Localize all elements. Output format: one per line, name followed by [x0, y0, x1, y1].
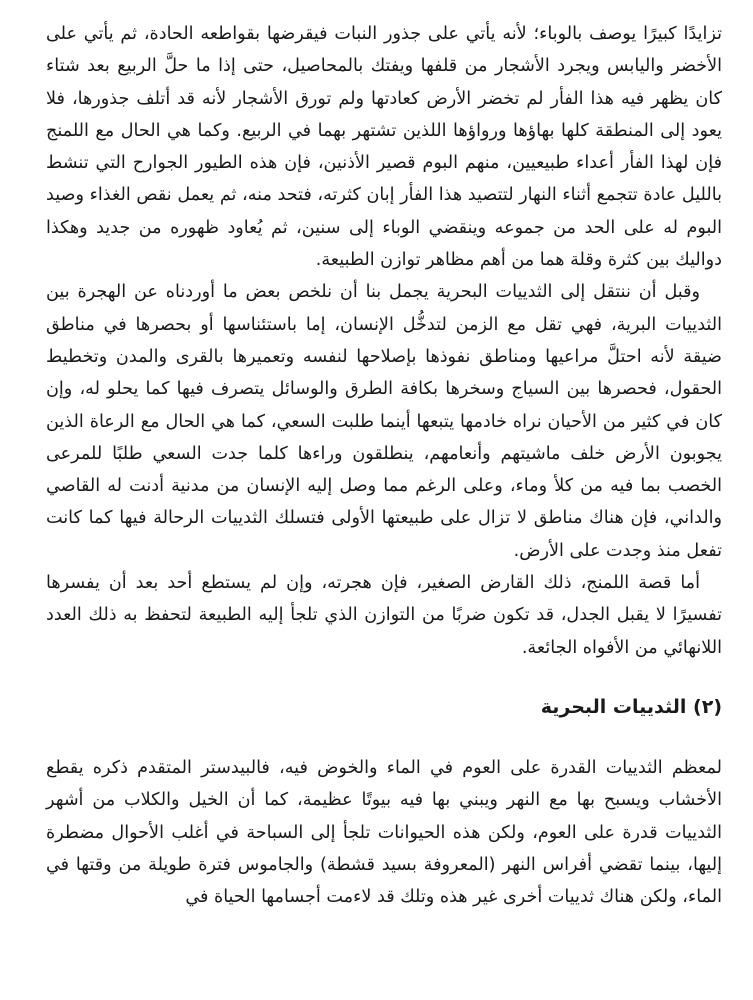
document-page	[46, 18, 722, 913]
section-paragraph: لمعظم الثدييات القدرة على العوم في الماء والخوض فيه، فالبيدستر المتقدم ذكره يقطع الأخشاب ويسبح بها مع النهر ويبني بها فيه بيوتًا عظيمة، كما أن الخيل والكلاب من أشهر الثدييات قدرة على العوم، ولكن هذه الحيوانات تلجأ إلى السباحة في أغلب الأحوال مضطرة إليها، بينما تقضي أفراس النهر (المعروفة بسيد قشطة) والجاموس فترة طويلة من وقتها في الماء، ولكن هناك ثدييات أخرى غير هذه وتلك قد لاءمت أجسامها الحياة في	[46, 757, 722, 908]
body-paragraph: وقبل أن ننتقل إلى الثدييات البحرية يجمل بنا أن نلخص بعض ما أوردناه عن الهجرة بين الثدييات البرية، فهي تقل مع الزمن لتدخُّل الإنسان، إما باستئناسها أو بحصرها في مناطق ضيقة لأنه احتلَّ مراعيها ومناطق نفوذها بإصلاحها لنفسه وتعميرها بالقرى والمدن وتخطيط الحقول، فحصرها بين السياج وسخرها بكافة الطرق والوسائل يتصرف فيها كما يحلو له، وإن كان في كثير من الأحيان نراه خادمها يتبعها أينما طلبت السعي، كما هي الحال مع الرعاة الذين يجوبون الأرض خلف ماشيتهم وأنعامهم، ينطلقون وراءها كلما جدت السعي طلبًا للمرعى الخصب بما فيه من كلأ وماء، وعلى الرغم مما وصل إليه الإنسان من مدنية أدنت له القاصي والداني، فإن هناك مناطق لا تزال على طبيعتها الأولى فتسلك الثدييات الرحالة فيها كما كانت تفعل منذ وجدت على الأرض.	[46, 282, 722, 561]
body-paragraph: أما قصة اللمنج، ذلك القارض الصغير، فإن هجرته، وإن لم يستطع أحد بعد أن يفسرها تفسيرًا لا يقبل الجدل، قد تكون ضربًا من التوازن الذي تلجأ إليه الطبيعة لتحفظ به ذلك العدد اللانهائي من الأفواه الجائعة.	[46, 573, 722, 658]
body-paragraph: تزايدًا كبيرًا يوصف بالوباء؛ لأنه يأتي على جذور النبات فيقرضها بقواطعه الحادة، ثم يأتي على الأخضر واليابس ويجرد الأشجار من قلفها ويفتك بالمحاصيل، حتى إذا ما حلَّ الربيع بعد شتاء كان يظهر فيه هذا الفأر لم تخضر الأرض كعادتها ولم تورق الأشجار لأنه قد أتلف جذورها، فلا يعود إلى المنطقة كلها بهاؤها ورواؤها اللذين تشتهر بهما في الربيع. وكما هي الحال مع اللمنج فإن لهذا الفأر أعداء طبيعيين، منهم البوم قصير الأذنين، فإن هذه الطيور الجوارح التي تنشط بالليل عادة تتجمع أثناء النهار لتتصيد هذا الفأر إبان كثرته، فتحد منه، ثم يعمل نقص الغذاء وصيد البوم له على الحد من جموعه وينقضي الوباء إلى سنين، ثم يُعاود ظهوره من جديد وهكذا دواليك بين كثرة وقلة هما من أهم مظاهر توازن الطبيعة.	[46, 24, 722, 271]
section-heading: (٢) الثدييات البحرية	[540, 695, 722, 718]
